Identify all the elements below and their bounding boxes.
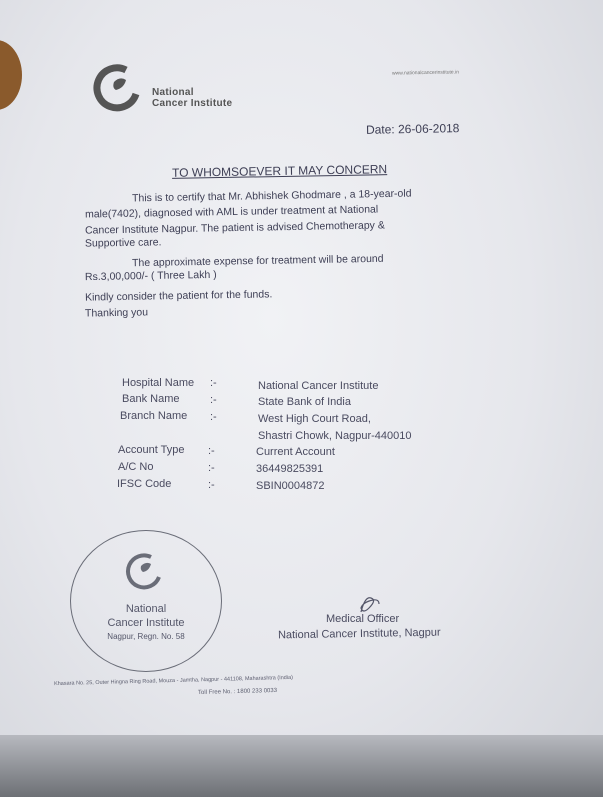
letter-date: Date: 26-06-2018 [365,121,460,137]
detail-value: Shastri Chowk, Nagpur-440010 [258,430,412,442]
org-name-line2: Cancer Institute [152,98,233,109]
detail-value: National Cancer Institute [258,380,379,392]
institute-stamp [70,530,222,672]
body-line: Thanking you [84,306,149,320]
body-line: The approximate expense for treatment will be around [131,252,384,270]
body-line: Cancer Institute Nagpur. The patient is advised Chemotherapy & [84,219,385,237]
detail-label: Bank Name [122,393,180,405]
detail-value: SBIN0004872 [256,480,325,492]
page-shadow [0,735,603,797]
detail-label: A/C No [118,461,154,473]
org-name [152,87,232,109]
stamp-line2: Cancer Institute [107,617,185,629]
detail-separator: :- [208,462,215,474]
detail-label: Hospital Name [122,377,195,389]
body-line: Rs.3,00,000/- ( Three Lakh ) [84,268,217,284]
signatory-title: Medical Officer [326,613,400,625]
detail-separator: :- [210,411,217,423]
stamp-line1: National [125,603,167,615]
stamp-logo-icon [123,551,163,591]
detail-separator: :- [210,377,217,389]
body-line: male(7402), diagnosed with AML is under treatment at National [84,203,379,221]
letter-heading: TO WHOMSOEVER IT MAY CONCERN [171,162,388,180]
finger-edge [0,40,22,110]
detail-value: Current Account [256,446,335,458]
signatory-org: National Cancer Institute, Nagpur [277,626,441,642]
body-line: This is to certify that Mr. Abhishek Ghodmare , a 18-year-old [131,187,412,205]
body-line: Kindly consider the patient for the funds. [84,288,273,304]
footer-tollfree: Toll Free No. : 1800 233 0033 [197,687,278,697]
detail-value: 36449825391 [256,463,324,475]
org-name-line1: National [152,87,194,98]
website: www.nationalcancerinstitute.in [391,69,460,77]
detail-separator: :- [210,394,217,406]
body-line: Supportive care. [84,236,162,250]
stamp-line3: Nagpur, Regn. No. 58 [107,632,185,641]
nci-logo-icon [92,64,142,112]
detail-label: IFSC Code [117,478,172,490]
detail-separator: :- [208,479,215,491]
footer-address: Khasara No. 25, Outer Hingna Ring Road, Mouza - Jamtha, Nagpur - 441108, Maharashtra (India) [53,674,294,688]
detail-separator: :- [208,445,215,457]
detail-label: Account Type [118,444,185,456]
detail-label: Branch Name [120,410,188,422]
detail-value: State Bank of India [258,396,351,408]
detail-value: West High Court Road, [258,413,371,425]
